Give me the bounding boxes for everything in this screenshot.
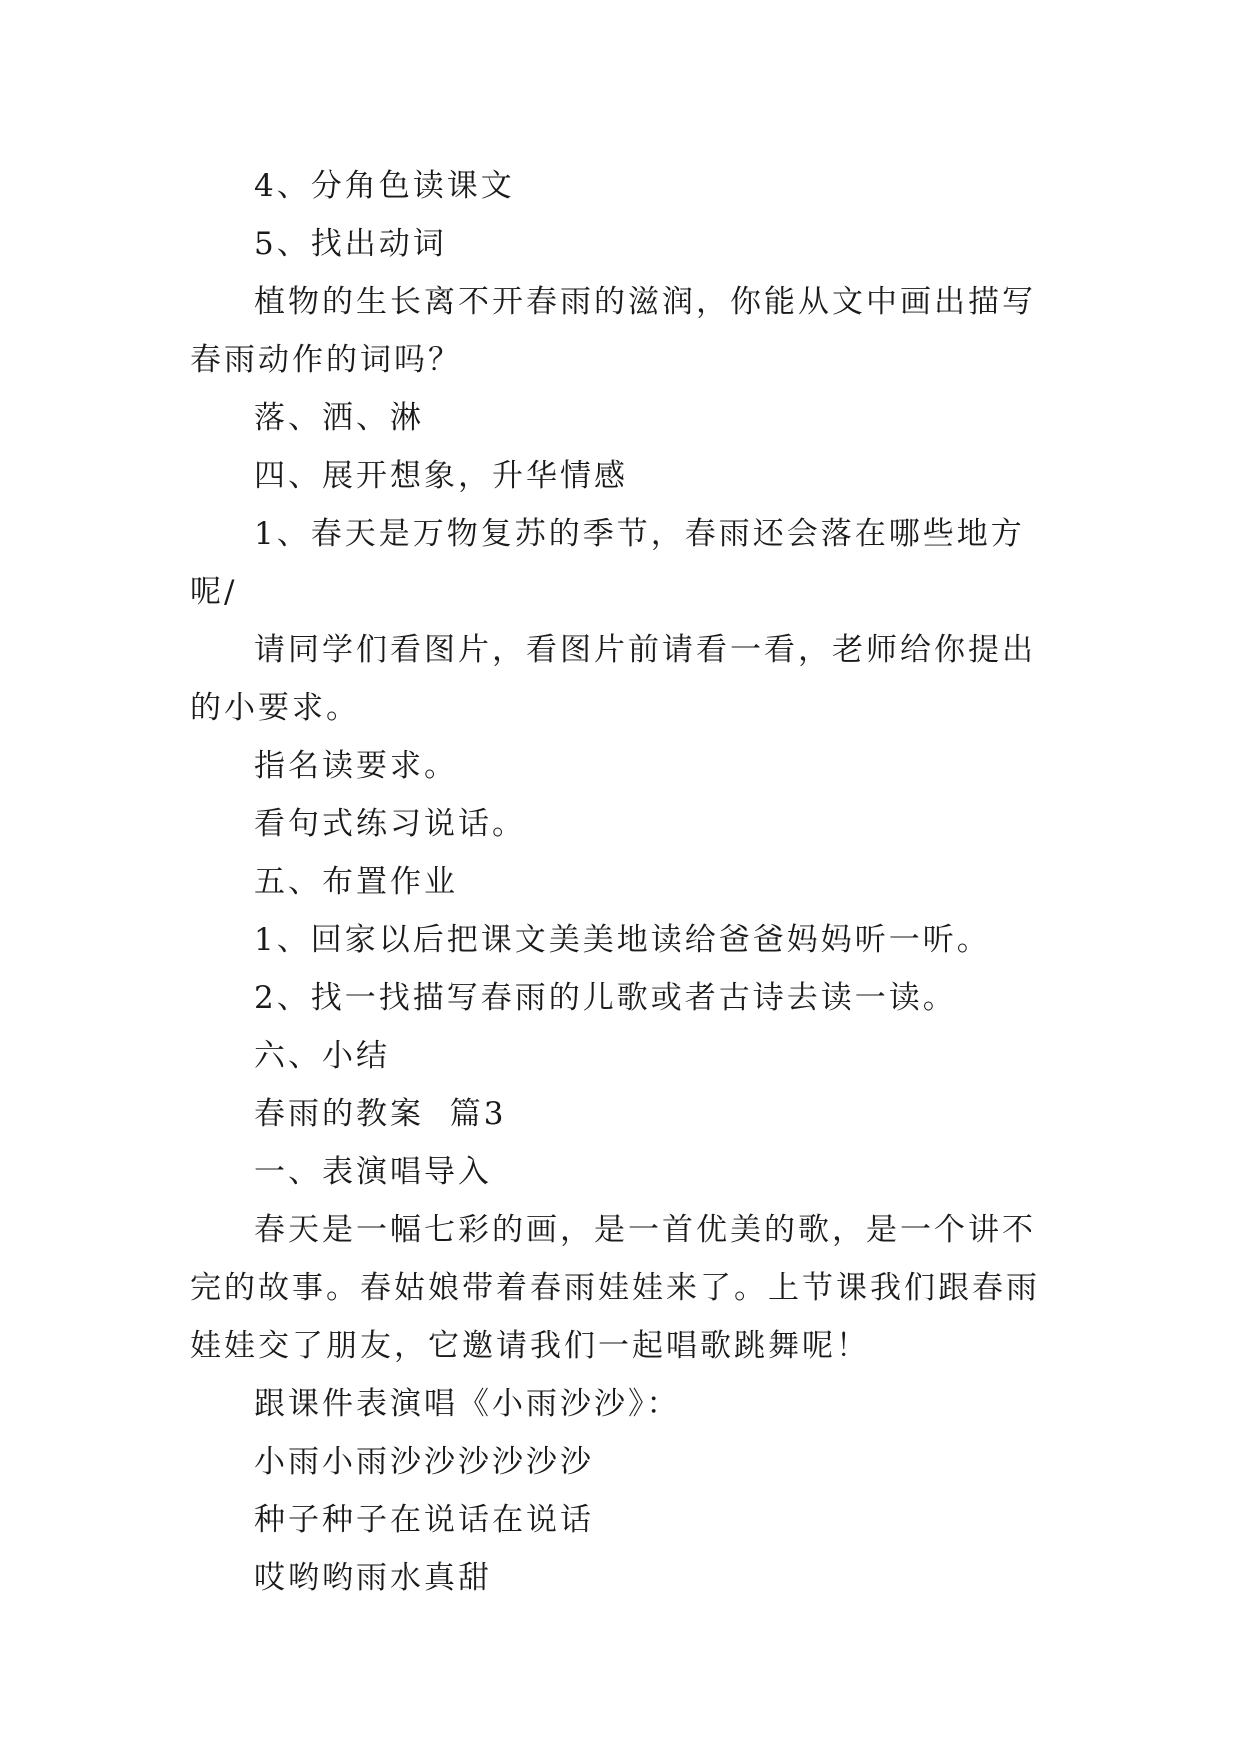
paragraph-plant-growth: 植物的生长离不开春雨的滋润，你能从文中画出描写春雨动作的词吗？ [190, 284, 1036, 378]
paragraph-read-roles: 4、分角色读课文 [254, 168, 515, 204]
lesson-title-part-3: 春雨的教案 篇3 [254, 1096, 507, 1132]
paragraph-sentence-practice: 看句式练习说话。 [254, 806, 526, 842]
song-line-1: 小雨小雨沙沙沙沙沙沙 [254, 1444, 594, 1480]
paragraph-homework-2: 2、找一找描写春雨的儿歌或者古诗去读一读。 [254, 980, 957, 1016]
document-body [190, 157, 1060, 1607]
paragraph-look-pictures: 请同学们看图片，看图片前请看一看，老师给你提出的小要求。 [190, 632, 1036, 726]
song-line-2: 种子种子在说话在说话 [254, 1502, 594, 1538]
paragraph-find-verbs: 5、找出动词 [254, 226, 447, 262]
paragraph-song-intro: 跟课件表演唱《小雨沙沙》： [254, 1386, 681, 1422]
paragraph-spring-story: 春天是一幅七彩的画，是一首优美的歌，是一个讲不完的故事。春姑娘带着春雨娃娃来了。上节课我们跟春雨娃娃交了朋友，它邀请我们一起唱歌跳舞呢！ [190, 1212, 1040, 1364]
song-line-3: 哎哟哟雨水真甜 [254, 1560, 492, 1596]
section-heading-intro: 一、表演唱导入 [254, 1154, 492, 1190]
section-heading-summary: 六、小结 [254, 1038, 390, 1074]
section-heading-imagination: 四、展开想象，升华情感 [254, 458, 628, 494]
paragraph-verbs-list: 落、洒、淋 [254, 400, 424, 436]
paragraph-read-requirements: 指名读要求。 [254, 748, 458, 784]
paragraph-spring-question: 1、春天是万物复苏的季节，春雨还会落在哪些地方呢/ [190, 516, 1025, 610]
section-heading-homework: 五、布置作业 [254, 864, 458, 900]
paragraph-homework-1: 1、回家以后把课文美美地读给爸爸妈妈听一听。 [254, 922, 991, 958]
